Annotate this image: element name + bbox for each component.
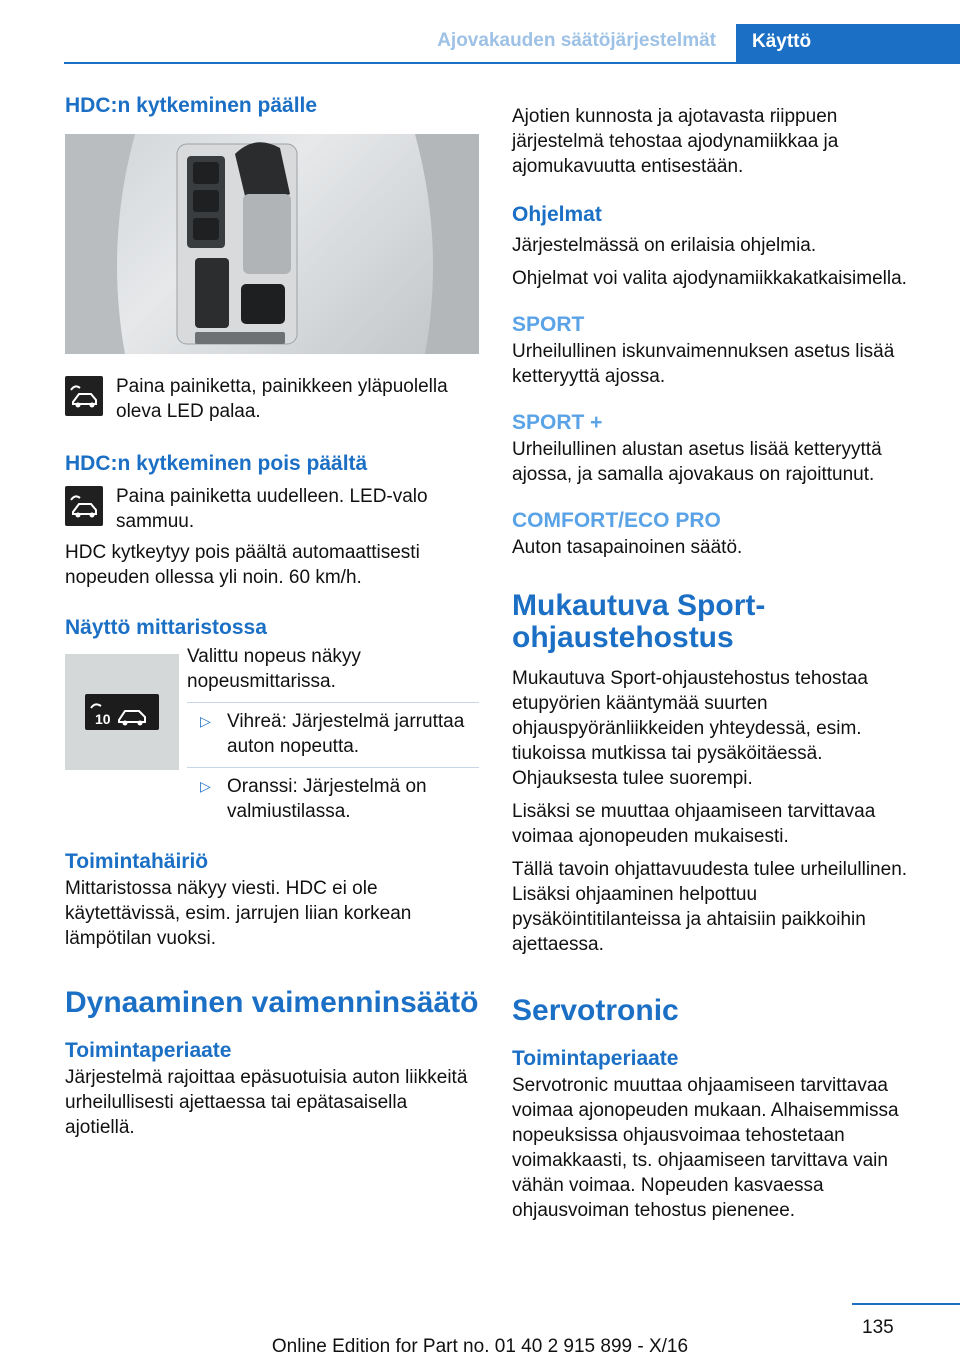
hdc-on-heading: HDC:n kytkeminen päälle <box>65 94 318 117</box>
bullet-orange: ▷ Oranssi: Järjestelmä on valmiustilassa. <box>200 776 427 822</box>
hdc-button-icon <box>65 486 103 526</box>
damping-principle-text: Järjestelmä rajoittaa epäsuotuisia auton liikkeitä urheilullisesti ajettaessa tai epätasaisella ajotiellä. <box>65 1067 468 1138</box>
steering-text-1: Mukautuva Sport-ohjaustehostus tehostaa etupyörien kääntymää suurten ohjauspyöränliikkeiden yhteydessä, esim. tiukoissa mutkissa tai pysäköitäessä. Ohjauksesta tulee suorempi. <box>512 668 868 789</box>
sport-heading: SPORT <box>512 313 585 336</box>
display-heading: Näyttö mittaristossa <box>65 616 267 639</box>
steering-text-2: Lisäksi se muuttaa ohjaamiseen tarvittavaa voimaa ajonopeuden mukaisesti. <box>512 801 876 847</box>
footer-rule <box>852 1303 960 1305</box>
display-text: Valittu nopeus näkyy nopeusmittarissa. <box>187 646 361 692</box>
gear-console-illustration <box>65 134 479 354</box>
steering-text-3: Tällä tavoin ohjattavuudesta tulee urheilullinen. Lisäksi ohjaaminen helpottuu pysäköintitilanteissa ja ahtaisiin paikkoihin ajettaessa. <box>512 859 908 955</box>
programs-text-2: Ohjelmat voi valita ajodynamiikkakatkaisimella. <box>512 268 907 289</box>
bullet-green: ▷ Vihreä: Järjestelmä jarruttaa auton nopeutta. <box>200 711 465 757</box>
servotronic-heading: Servotronic <box>512 994 679 1027</box>
bullet-divider <box>187 767 479 768</box>
display-speed-value: 10 <box>95 711 111 727</box>
bullet-divider <box>187 702 479 703</box>
fault-heading: Toimintahäiriö <box>65 850 209 873</box>
running-header-section: Ajovakauden säätöjärjestelmät <box>437 30 716 51</box>
programs-heading: Ohjelmat <box>512 203 602 226</box>
hdc-off-heading: HDC:n kytkeminen pois päältä <box>65 452 368 475</box>
comfort-text: Auton tasapainoinen säätö. <box>512 537 743 558</box>
intro-text: Ajotien kunnosta ja ajotavasta riippuen järjestelmä tehostaa ajodynamiikkaa ja ajomukavuutta entisestään. <box>512 106 839 177</box>
servotronic-text: Servotronic muuttaa ohjaamiseen tarvittavaa voimaa ajonopeuden mukaan. Alhaisemmissa nopeuksissa ohjausvoimaa tehostetaan voimakkaasti, ts. ohjaamiseen tarvittava vain vähän voimaa. Nopeuden kasvaessa ohjausvoiman tehostus pienenee. <box>512 1075 899 1221</box>
hdc-off-instruction <box>65 484 479 534</box>
sport-plus-text: Urheilullinen alustan asetus lisää ketteryyttä ajossa, ja samalla ajovakaus on rajoittunut. <box>512 439 882 485</box>
triangle-bullet-icon: ▷ <box>200 778 211 794</box>
header-rule <box>64 62 960 64</box>
damping-principle-heading: Toimintaperiaate <box>65 1039 232 1062</box>
programs-text-1: Järjestelmässä on erilaisia ohjelmia. <box>512 235 817 256</box>
triangle-bullet-icon: ▷ <box>200 713 211 729</box>
hdc-button-icon <box>65 376 103 416</box>
left-column <box>65 92 479 1140</box>
comfort-heading: COMFORT/ECO PRO <box>512 509 721 532</box>
servotronic-principle-heading: Toimintaperiaate <box>512 1047 679 1070</box>
right-column <box>512 104 928 1223</box>
damping-heading: Dynaaminen vaimenninsäätö <box>65 986 479 1019</box>
hdc-auto-off-text: HDC kytkeytyy pois päältä automaattisesti nopeuden ollessa yli noin. 60 km/h. <box>65 542 420 588</box>
hdc-off-text: Paina painiketta uudelleen. LED-valo sammuu. <box>116 486 428 532</box>
sport-text: Urheilullinen iskunvaimennuksen asetus lisää ketteryyttä ajossa. <box>512 341 895 387</box>
gear-selector-photo <box>65 134 479 354</box>
display-section <box>65 644 479 824</box>
running-header-tab: Käyttö <box>736 24 960 62</box>
sport-plus-heading: SPORT + <box>512 411 603 434</box>
fault-text: Mittaristossa näkyy viesti. HDC ei ole käytettävissä, esim. jarrujen liian korkean lämpötilan vuoksi. <box>65 878 412 949</box>
steering-heading: Mukautuva Sport-ohjaustehostus <box>512 589 766 654</box>
instrument-display-image <box>65 654 179 770</box>
page-number: 135 <box>862 1317 894 1338</box>
edition-footer: Online Edition for Part no. 01 40 2 915 899 - X/16 <box>271 1336 689 1357</box>
hdc-on-text: Paina painiketta, painikkeen yläpuolella oleva LED palaa. <box>116 376 448 422</box>
hdc-on-instruction <box>65 374 479 424</box>
